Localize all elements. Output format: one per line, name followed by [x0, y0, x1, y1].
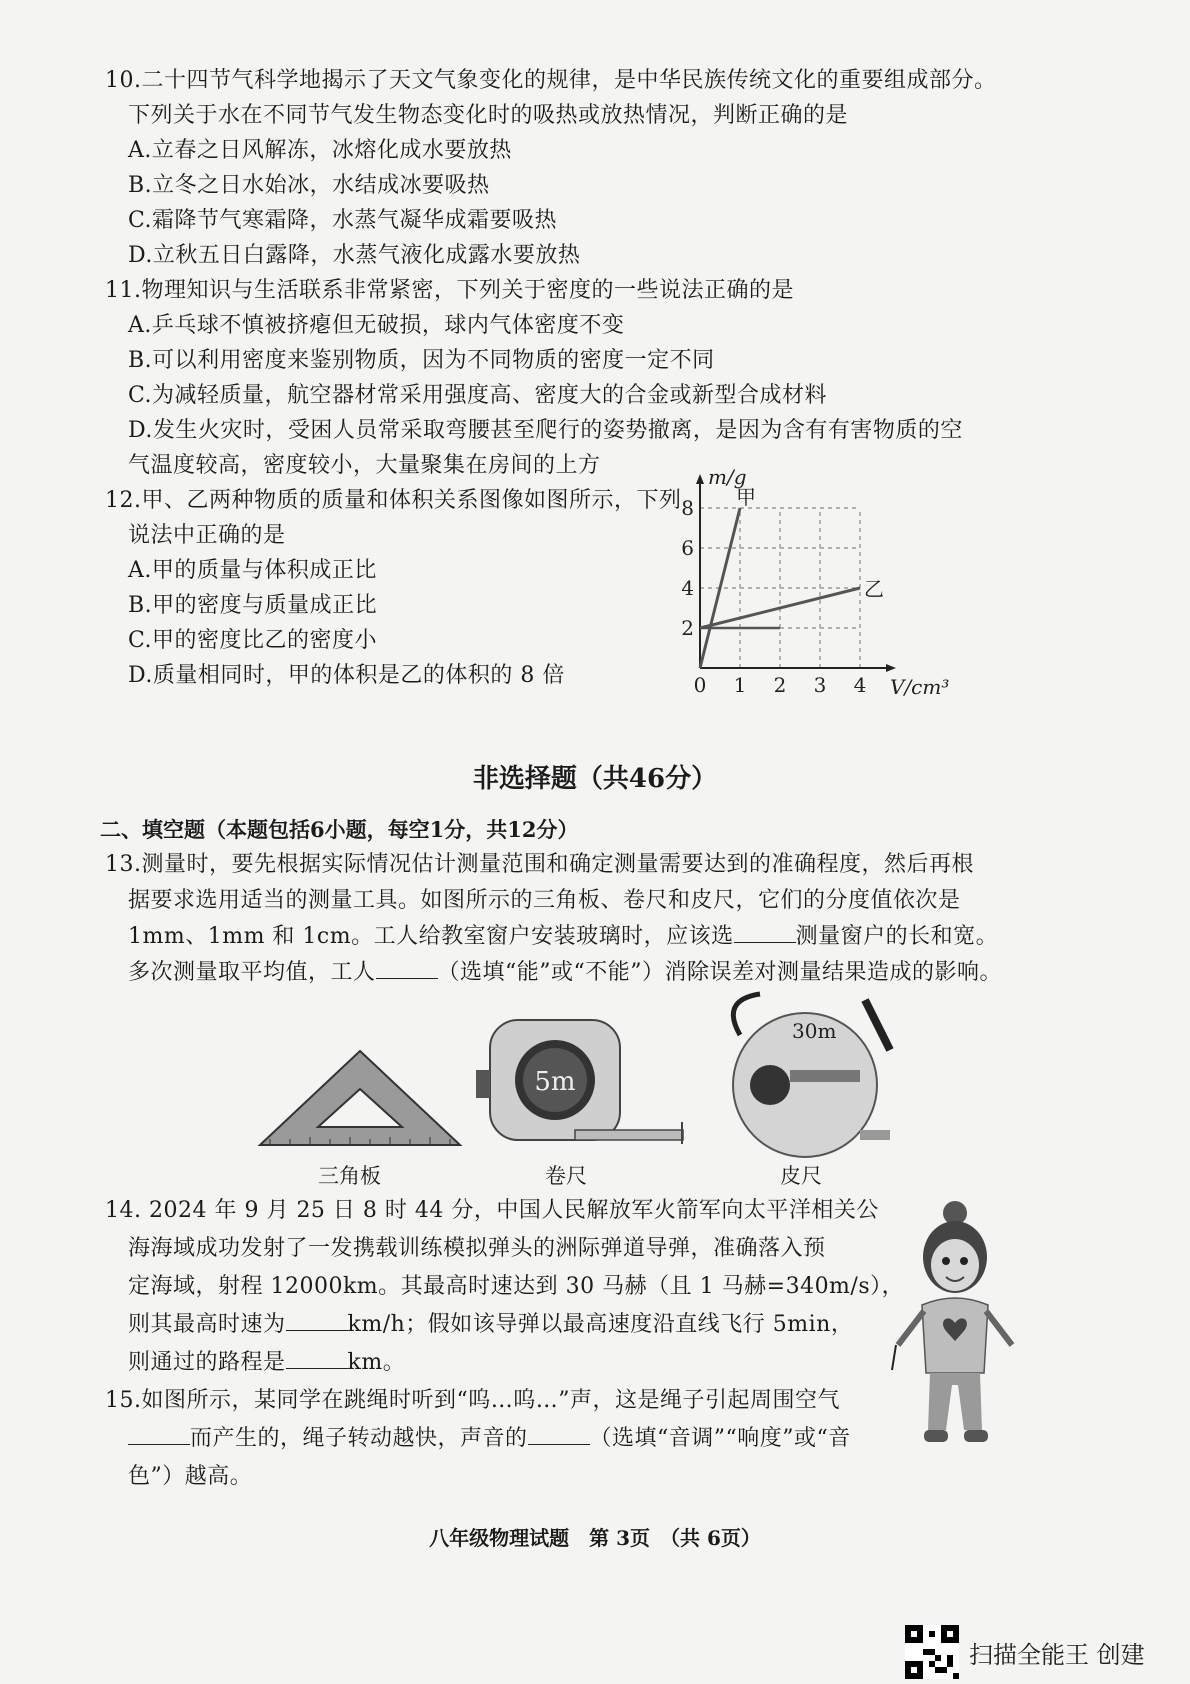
q11-option-d-cont: 气温度较高，密度较小，大量聚集在房间的上方 — [128, 453, 601, 478]
x-tick-label: 4 — [853, 673, 867, 697]
q14-line4 — [128, 1310, 853, 1340]
q15-line1: 15.如图所示，某同学在跳绳时听到“呜…呜…”声，这是绳子引起周围空气 — [105, 1388, 840, 1413]
q12-option-b: B.甲的密度与质量成正比 — [128, 593, 378, 618]
q14-line5-text-b: km。 — [347, 1350, 406, 1375]
q15-line2-text-b: （选填“音调”“响度”或“音 — [589, 1426, 851, 1451]
page-footer: 八年级物理试题 第 3页 （共 6页） — [429, 1526, 761, 1550]
q10-option-d: D.立秋五日白露降，水蒸气液化成露水要放热 — [128, 243, 581, 268]
qr-code-icon — [905, 1625, 959, 1679]
q10-stem-line2: 下列关于水在不同节气发生物态变化时的吸热或放热情况，判断正确的是 — [128, 103, 849, 128]
q14-line3: 定海域，射程 12000km。其最高时速达到 30 马赫（且 1 马赫=340m/s）， — [128, 1274, 905, 1299]
q15-line2-text-a: 而产生的，绳子转动越快，声音的 — [190, 1426, 528, 1451]
y-tick-label: 2 — [681, 616, 694, 640]
mass-volume-chart — [681, 465, 990, 728]
q10-option-a: A.立春之日风解冻，冰熔化成水要放热 — [128, 138, 512, 163]
q14-line4-text-a: 则其最高时速为 — [128, 1312, 286, 1337]
q10-stem-line1: 10.二十四节气科学地揭示了天文气象变化的规律，是中华民族传统文化的重要组成部分。 — [105, 68, 997, 93]
x-axis-label: V/cm³ — [890, 675, 950, 699]
q14-line5-text-a: 则通过的路程是 — [128, 1350, 286, 1375]
x-tick-label: 0 — [693, 673, 707, 697]
q13-line3-text-a: 1mm、1mm 和 1cm。工人给教室窗户安装玻璃时，应该选 — [128, 924, 734, 949]
q12-option-a: A.甲的质量与体积成正比 — [128, 558, 377, 583]
q11-stem: 11.物理知识与生活联系非常紧密，下列关于密度的一些说法正确的是 — [105, 278, 794, 303]
q12-option-c: C.甲的密度比乙的密度小 — [128, 628, 378, 653]
q11-option-d: D.发生火灾时，受困人员常采取弯腰甚至爬行的姿势撤离，是因为含有有害物质的空 — [128, 418, 963, 443]
tape-measure-image — [470, 1010, 690, 1160]
caption-tape: 卷尺 — [545, 1164, 587, 1188]
q15-blank-1[interactable] — [128, 1424, 190, 1445]
q13-blank-2[interactable] — [376, 958, 438, 979]
y-tick-label: 4 — [681, 576, 694, 600]
section2-heading: 二、填空题（本题包括6小题，每空1分，共12分） — [100, 817, 579, 842]
x-tick-label: 1 — [733, 673, 747, 697]
q15-line2 — [128, 1424, 851, 1454]
caption-reel: 皮尺 — [780, 1164, 822, 1188]
x-axis-arrow — [886, 664, 896, 672]
triangle-ruler-image — [250, 1045, 470, 1155]
q14-blank-2[interactable] — [286, 1348, 348, 1369]
q15-line3: 色”）越高。 — [128, 1464, 253, 1489]
q14-line2: 海海域成功发射了一发携载训练模拟弹头的洲际弹道导弹，准确落入预 — [128, 1236, 826, 1261]
tape-label: 5m — [534, 1067, 576, 1097]
q12-stem-line1: 12.甲、乙两种物质的质量和体积关系图像如图所示，下列 — [105, 488, 682, 513]
y-tick-label: 6 — [681, 536, 694, 560]
q11-option-b: B.可以利用密度来鉴别物质，因为不同物质的密度一定不同 — [128, 348, 715, 373]
y-tick-label: 8 — [681, 496, 694, 520]
q12-option-d: D.质量相同时，甲的体积是乙的体积的 8 倍 — [128, 663, 565, 688]
scanner-watermark — [905, 1625, 1145, 1679]
y-axis-arrow — [696, 474, 704, 484]
reel-tape-image — [700, 990, 910, 1160]
reel-label: 30m — [792, 1019, 837, 1043]
q13-line3 — [128, 922, 998, 952]
q15-blank-2[interactable] — [528, 1424, 590, 1445]
q11-option-a: A.乒乓球不慎被挤瘪但无破损，球内气体密度不变 — [128, 313, 625, 338]
q13-blank-1[interactable] — [734, 922, 796, 943]
series-label: 乙 — [864, 577, 884, 601]
q13-line4-text-b: （选填“能”或“不能”）消除误差对测量结果造成的影响。 — [437, 960, 1003, 985]
q14-blank-1[interactable] — [286, 1310, 348, 1331]
q13-line4-text-a: 多次测量取平均值，工人 — [128, 960, 376, 985]
q13-line3-text-b: 测量窗户的长和宽。 — [795, 924, 999, 949]
q13-line2: 据要求选用适当的测量工具。如图所示的三角板、卷尺和皮尺，它们的分度值依次是 — [128, 888, 961, 913]
q14-line4-text-b: km/h；假如该导弹以最高速度沿直线飞行 5min， — [347, 1312, 854, 1337]
watermark-text: 扫描全能王 创建 — [969, 1640, 1145, 1669]
q14-line1: 14. 2024 年 9 月 25 日 8 时 44 分，中国人民解放军火箭军向太平洋相关公 — [105, 1198, 879, 1223]
q12-stem-line2: 说法中正确的是 — [128, 523, 286, 548]
q13-line1: 13.测量时，要先根据实际情况估计测量范围和确定测量需要达到的准确程度，然后再根 — [105, 852, 974, 877]
q10-option-c: C.霜降节气寒霜降，水蒸气凝华成霜要吸热 — [128, 208, 558, 233]
q10-option-b: B.立冬之日水始冰，水结成冰要吸热 — [128, 173, 490, 198]
q14-line5 — [128, 1348, 405, 1378]
x-tick-label: 2 — [773, 673, 787, 697]
caption-triangle: 三角板 — [318, 1164, 381, 1188]
q11-option-c: C.为减轻质量，航空器材常采用强度高、密度大的合金或新型合成材料 — [128, 383, 828, 408]
q13-line4 — [128, 958, 1002, 988]
x-tick-label: 3 — [813, 673, 827, 697]
y-axis-label: m/g — [708, 465, 747, 489]
section-title: 非选择题（共46分） — [472, 764, 718, 794]
jump-rope-girl-image — [880, 1195, 1030, 1475]
series-label: 甲 — [736, 485, 756, 509]
